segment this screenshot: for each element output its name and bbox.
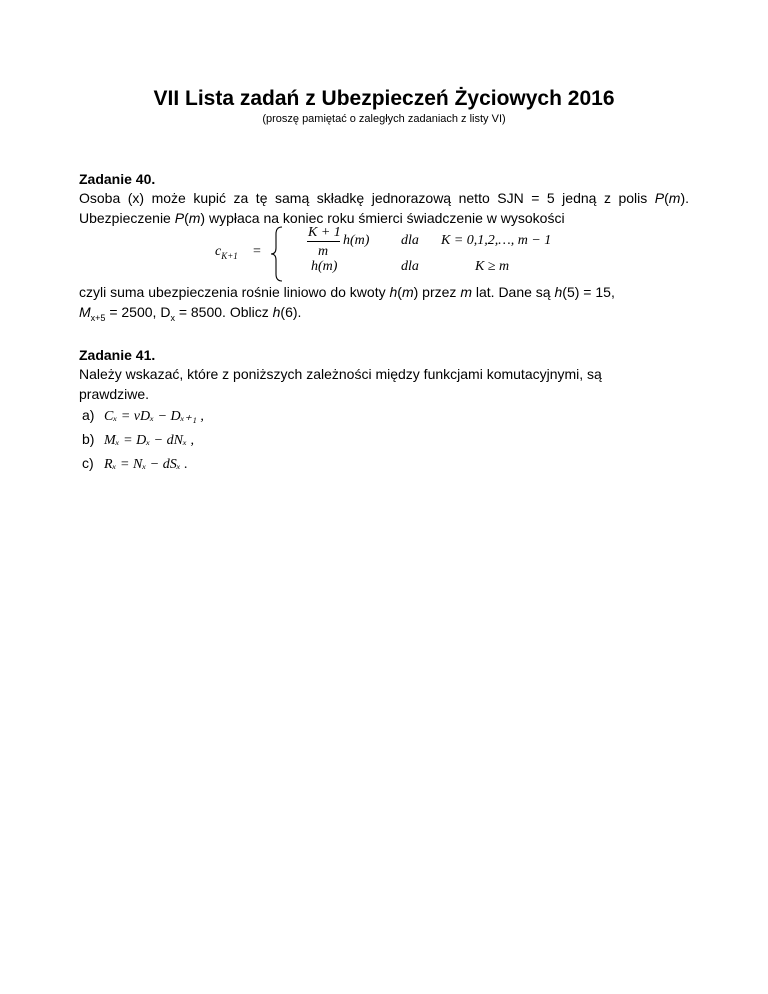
option-c-label: c) [82,455,94,471]
case1-expression: h(m) [343,233,370,248]
page-subtitle: (proszę pamiętać o zaległych zadaniach z listy VI) [262,113,506,125]
case1-denominator: m [318,244,329,259]
zadanie-41-options [79,404,204,476]
zadanie-40-continuation [79,282,689,328]
case2-condition: K ≥ m [475,259,510,274]
option-c-formula: Rₓ = Nₓ − dSₓ . [104,457,188,472]
zadanie-40-text [79,188,689,228]
formula-eq: = [253,244,261,259]
case1-numerator: K + 1 [308,225,341,240]
zadanie-40-after-line-1: czyli suma ubezpieczenia rośnie liniowo do kwoty h(m) przez m lat. Dane są h(5) = 15, [79,284,615,300]
option-a [79,404,204,428]
option-b [79,428,204,452]
option-b-label: b) [82,431,95,447]
page-title: VII Lista zadań z Ubezpieczeń Życiowych 2016 [153,87,615,110]
fraction-bar [307,241,340,242]
zadanie-40-line-1: Osoba (x) może kupić za tę samą składkę jednorazową netto SJN = 5 jedną z polis P(m). [79,190,689,206]
zadanie-41-line-1: Należy wskazać, które z poniższych zależności między funkcjami komutacyjnymi, są [79,366,602,382]
payout-formula [215,226,575,282]
formula-lhs: $c_{K+1}$ [215,244,238,261]
case2-expression: h(m) [311,259,338,274]
zadanie-40-line-2: Ubezpieczenie P(m) wypłaca na koniec roku śmierci świadczenie w wysokości [79,210,565,226]
zadanie-41-text [79,364,689,404]
option-b-formula: Mₓ = Dₓ − dNₓ , [104,433,194,448]
zadanie-40-after-line-2: $M_{x+5} = 2500$, $D_x = 8500$. Oblicz h(6). [79,304,302,323]
case1-dla: dla [401,233,419,248]
zadanie-40-heading: Zadanie 40. [79,171,156,187]
option-a-formula: Cₓ = vDₓ − Dₓ₊₁ , [104,409,204,424]
case2-dla: dla [401,259,419,274]
option-a-label: a) [82,407,95,423]
zadanie-41-heading: Zadanie 41. [79,347,156,363]
left-brace-icon [270,226,284,282]
option-c [79,452,204,476]
case1-condition: K = 0,1,2,…, m − 1 [441,233,552,248]
zadanie-41-line-2: prawdziwe. [79,386,150,402]
